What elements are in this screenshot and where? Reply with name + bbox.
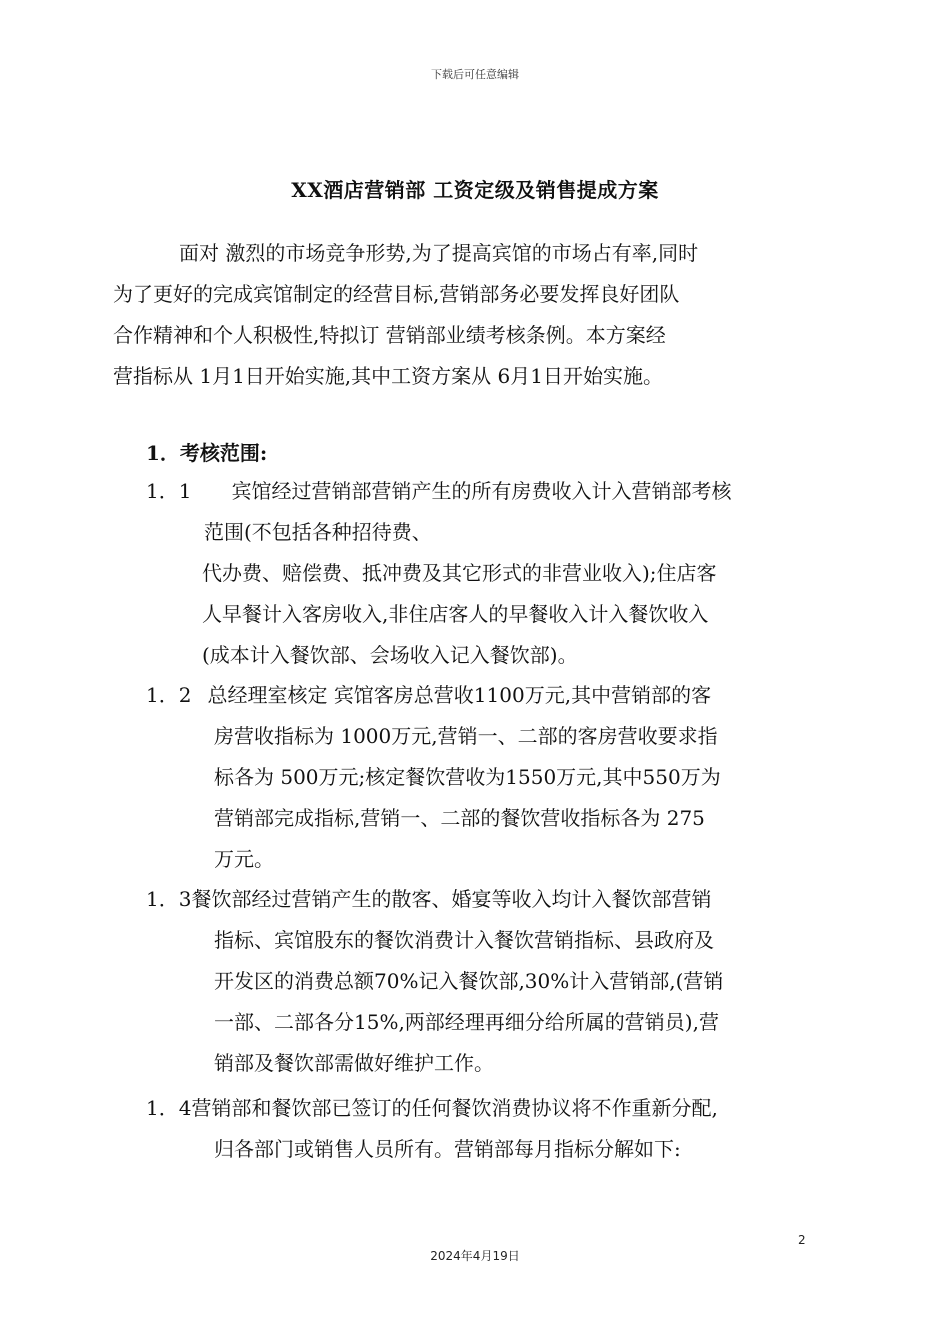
item-text: 总经理室核定 宾馆客房总营收1100万元,其中营销部的客 xyxy=(207,683,712,707)
item-text: 开发区的消费总额70%记入餐饮部,30%计入营销部,(营销 xyxy=(214,969,724,993)
page-number: 2 xyxy=(798,1233,806,1247)
list-item-1-4 xyxy=(146,1088,810,1170)
list-item-first-line xyxy=(146,675,810,716)
intro-paragraph xyxy=(113,233,806,397)
item-text: 营销部和餐饮部已签订的任何餐饮消费协议将不作重新分配, xyxy=(191,1096,718,1120)
item-text: 代办费、赔偿费、抵冲费及其它形式的非营业收入);住店客 xyxy=(202,561,717,585)
item-text: 标各为 500万元;核定餐饮营收为1550万元,其中550万为 xyxy=(214,765,721,789)
item-text: 归各部门或销售人员所有。营销部每月指标分解如下: xyxy=(214,1137,681,1161)
list-item-1-3 xyxy=(146,879,810,1084)
list-item-first-line xyxy=(146,1088,810,1129)
item-number: 1．1 xyxy=(146,479,192,503)
list-item-1-2 xyxy=(146,675,810,880)
item-text: 营销部完成指标,营销一、二部的餐饮营收指标各为 275 xyxy=(214,806,705,830)
item-text: 一部、二部各分15%,两部经理再细分给所属的营销员),营 xyxy=(214,1010,719,1034)
item-text: 万元。 xyxy=(214,847,274,871)
page-header-note: 下载后可任意编辑 xyxy=(431,68,519,81)
item-text: 人早餐计入客房收入,非住店客人的早餐收入计入餐饮收入 xyxy=(202,602,709,626)
intro-line: 面对 激烈的市场竞争形势,为了提高宾馆的市场占有率,同时 xyxy=(179,241,699,265)
item-text: 销部及餐饮部需做好维护工作。 xyxy=(214,1051,494,1075)
item-text: (成本计入餐饮部、会场收入记入餐饮部)。 xyxy=(202,643,578,667)
item-number: 1．3 xyxy=(146,887,192,911)
list-item-first-line xyxy=(146,471,810,512)
item-text: 范围(不包括各种招待费、 xyxy=(204,520,432,544)
document-title: XX酒店营销部 工资定级及销售提成方案 xyxy=(291,178,659,202)
item-text: 餐饮部经过营销产生的散客、婚宴等收入均计入餐饮部营销 xyxy=(191,887,712,911)
list-item-first-line xyxy=(146,879,810,920)
intro-line: 合作精神和个人积极性,特拟订 营销部业绩考核条例。本方案经 xyxy=(113,323,666,347)
item-number: 1．2 xyxy=(146,683,192,707)
item-number: 1．4 xyxy=(146,1096,192,1120)
item-text: 指标、宾馆股东的餐饮消费计入餐饮营销指标、县政府及 xyxy=(214,928,714,952)
item-text: 房营收指标为 1000万元,营销一、二部的客房营收要求指 xyxy=(214,724,718,748)
item-text: 宾馆经过营销部营销产生的所有房费收入计入营销部考核 xyxy=(231,479,732,503)
footer-date: 2024年4月19日 xyxy=(430,1249,520,1263)
intro-line: 营指标从 1月1日开始实施,其中工资方案从 6月1日开始实施。 xyxy=(113,364,663,388)
intro-line: 为了更好的完成宾馆制定的经营目标,营销部务必要发挥良好团队 xyxy=(113,282,680,306)
list-item-1-1 xyxy=(146,471,810,676)
section-heading: 1．考核范围: xyxy=(146,441,268,465)
